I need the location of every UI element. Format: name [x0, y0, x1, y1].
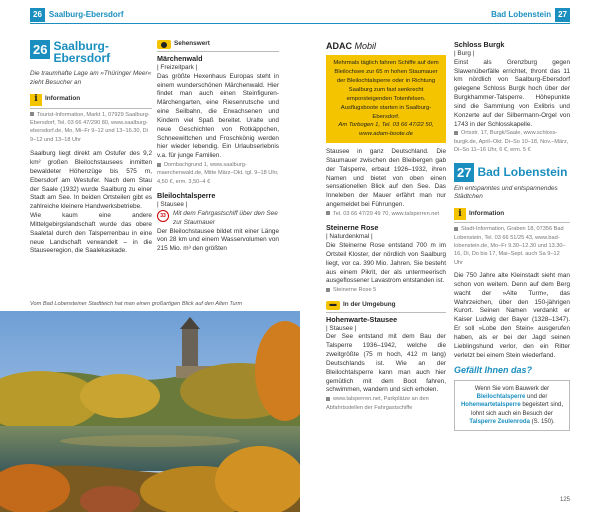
section-title	[454, 163, 570, 182]
info-icon: i	[30, 94, 42, 106]
bullet-icon	[326, 211, 330, 215]
recommend-text: (S. 150).	[529, 418, 555, 425]
poi-title: Hohenwarte-Stausee	[326, 314, 398, 324]
chapter-number: 27	[555, 8, 570, 22]
poi-text: Das größte Hexenhaus Europas steht in einem wunderschönen Märchenwald. Hier findet man auch einen Steinfiguren-Märchengarten, eine Riesenrutsche und eine Seilbahn, die Erwachsenen und Kindern viel Spaß bereitet. Uralte und neue Geschichten von Rotkäppchen, Schneewittchen und Froschkönig werden hier wieder lebendig. Ein Urlaubserlebnis v.a. für junge Familien.	[157, 72, 279, 160]
divider	[30, 108, 152, 109]
bullet-icon	[326, 288, 330, 292]
recommend-link[interactable]: Bleilochtalsperre	[476, 394, 526, 401]
photo-caption: Vom Bad Lobensteiner Stadtteich hat man einen großartigen Blick auf den Alten Turm	[30, 301, 243, 307]
umgebung-heading	[326, 301, 446, 310]
umgebung-label: In der Umgebung	[343, 300, 396, 308]
eye-icon	[157, 40, 171, 49]
section-subtitle: Die traumhafte Lage am »Thüringer Meer« zieht Besucher an	[30, 70, 152, 86]
poi-meta-content: Steinerne Rose 5	[333, 287, 377, 294]
info-text	[30, 111, 152, 145]
page-number: 125	[559, 496, 570, 503]
recommend-title: Gefällt Ihnen das?	[454, 365, 533, 376]
poi-text: Der Bleilochstausee bildet mit einer Länge von 28 km und einem Wasservolumen von 215 Mio. m³ den größten	[157, 227, 279, 253]
header-right	[491, 7, 570, 23]
poi-title: Steinerne Rose	[326, 223, 379, 233]
poi-type: | Burg |	[454, 49, 475, 57]
poi-title: Bleilochtalsperre	[157, 191, 216, 201]
recommend-link[interactable]: Hohenwartetalsperre	[460, 402, 521, 409]
chapter-title: Bad Lobenstein	[491, 10, 552, 20]
chapter-number: 26	[30, 8, 45, 22]
poi-meta	[326, 395, 446, 412]
poi-type: | Naturdenkmal |	[326, 233, 373, 241]
poi-meta-content: Ortsstr. 17, Burgk/Saale, www.schloss-burgk.de, April–Okt. Di–So 10–18, Nov.–März, Di–So 11–16 Uhr, 6 €, erm. 5 €	[454, 130, 569, 154]
header-rule-right	[300, 23, 570, 24]
divider	[157, 51, 279, 52]
poi-text: Der See entstand mit dem Bau der Talsperre 1936–1942, welche die zweitgrößte (75 m hoch, 412 m lang) Deutschlands ist. Wie an der Bleilochtalsperre kann man auch hier gemütlich mit dem Boot fahren, schwimmen, wandern und sich erholen.	[326, 333, 446, 394]
section-title-line: Ebersdorf	[53, 51, 111, 65]
ship-icon: 33	[157, 210, 169, 222]
section-number: 27	[454, 163, 474, 182]
column-lobenstein	[454, 40, 570, 431]
info-text-content: Tourist-Information, Markt 1, 07929 Saalburg-Ebersdorf, Tel. 03 66 47/290 80, www.saalburg-ebersdorf.de, Mo, Mi–Fr 9–12 und 13–16.30, Di 9–12 und 13–18 Uhr	[30, 111, 150, 143]
poi-text: Stausee in ganz Deutschland. Die Staumauer zwischen den Bleibergen gab der Talsperre, erbaut 1926–1932, ihren Namen und bietet von oben einen sensationellen Blick auf den See. Das Inneleben der Mauer erfährt man nur angemeldet bei Führungen.	[326, 148, 446, 209]
poi-meta	[326, 210, 446, 218]
poi-text: Einst als Grenzburg gegen Slawenüberfälle errichtet, thront das 11 km nördlich von Saalburg-Ebersdorf gelegene Schloss Burgk hoch über der Burgkhammer-Talsperre. Höhepunkte sind die Sammlung von Exlibris und Konzerte auf der Silbermann-Orgel von 1743 in der Schlosskapelle.	[454, 58, 570, 128]
body-text: Die 750 Jahre alte Kleinstadt sieht man schon von weitem. Denn auf dem Berg wacht der »Alte Turm«, das Wahrzeichen, über den 150-jährigen Kurort. Seinen Namen verdankt er Kaiser Ludwig der Bayer (1328–1347). Er soll »Lobe den Stein« ausgerufen haben, als er bei der Jagd seinen Lieblingshund verlor, den ein Ritter verletzt bei einem Stein wiederfand.	[454, 272, 570, 359]
info-heading	[30, 94, 152, 106]
adac-title: ADAC	[326, 41, 352, 51]
divider	[326, 312, 446, 313]
poi-type: | Stausee |	[157, 201, 188, 209]
bullet-icon	[454, 131, 458, 135]
bullet-icon	[30, 112, 34, 116]
info-text	[454, 225, 570, 267]
section-subtitle: Ein entspanntes und entspannendes Städtchen	[454, 184, 558, 201]
bus-icon: ▬	[326, 301, 340, 310]
poi-meta	[326, 286, 446, 294]
recommend-text: begeistert sind, lohnt sich auch ein Besuch der	[471, 402, 564, 417]
column-saalburg	[30, 40, 152, 256]
adac-mobil-title	[326, 40, 446, 52]
header-rule-left	[30, 23, 300, 24]
recommend-text: und der	[525, 394, 548, 401]
poi-meta	[454, 129, 570, 154]
section-title-line: Saalburg-	[53, 39, 109, 53]
section-number: 26	[30, 40, 50, 59]
sehenswert-label: Sehenswert	[174, 40, 210, 48]
poi-title: Märchenwald	[157, 54, 203, 63]
divider	[454, 222, 570, 223]
section-title-text: Bad Lobenstein	[477, 165, 568, 180]
ship-tip-text: Mit dem Fahrgastschiff über den See zur Staumauer	[173, 209, 278, 226]
poi-type: | Freizeitpark |	[157, 63, 198, 71]
adac-text: Mehrmals täglich fahren Schiffe auf dem Bleilochsee zur 65 m hohen Staumauer der Bleilochtalsperre oder in Richtung Saalburg zum fast senkrecht emporsteigenden Totenfelsen. Ausflugsboote starten in Saalburg-Ebersdorf.	[333, 60, 439, 120]
sehenswert-heading	[157, 40, 279, 49]
poi-meta-content: Tel. 03 66 47/29 49 70, www.talsperren.net	[333, 210, 440, 217]
bullet-icon	[157, 163, 161, 167]
info-heading	[454, 208, 570, 220]
column-sehenswert	[157, 40, 279, 254]
recommend-text: Wenn Sie vom Bauwerk der	[474, 385, 550, 392]
section-title	[30, 40, 152, 64]
poi-meta	[157, 161, 279, 186]
adac-mobil: Mobil	[354, 41, 377, 51]
info-icon: i	[454, 208, 466, 220]
poi-meta-content: Dombachgrund 1, www.saalburg-maerchenwald.de, Mitte März–Okt. tgl. 9–18 Uhr, 4,50 €, erm. 3,50–4 €	[157, 162, 279, 185]
poi-text: Die Steinerne Rose entstand 700 m im Ortsteil Kloster, der nördlich von Saalburg liegt, vor ca. 390 Mio. Jahren. Sie besteht aus einem Pikrit, der als untermeerisch ausgeflossener Lavastrom entstanden ist.	[326, 242, 446, 285]
poi-type: | Stausee |	[326, 324, 357, 332]
poi-title: Schloss Burgk	[454, 40, 505, 49]
info-label: Information	[45, 95, 81, 103]
bullet-icon	[326, 397, 330, 401]
landscape-image	[0, 311, 300, 512]
body-text: Saalburg liegt direkt am Ostufer des 9,2 km² großen Bleilochstausees inmitten bewaldeter Höhenzüge bis 575 m, Ebersdorf am Westufer. Nach dem Stau der Saale (1932) wurde Saalburg zu einer Stadt am See. In beiden Ortsteilen gibt es zahlreiche kleinere Handwerksbetriebe. Wie kaum eine andere Mittelgebirgslandschaft wurde das obere Saaletal durch den Talsperrenbau in eine neue Landschaft verwandelt – in die Stauseeregion, die Saalekaskade.	[30, 150, 152, 255]
photo-lake-tower	[0, 311, 300, 512]
ship-tip	[157, 210, 279, 228]
bullet-icon	[454, 227, 458, 231]
recommend-link[interactable]: Talsperre Zeulenroda	[469, 418, 530, 425]
info-label: Information	[469, 209, 505, 217]
adac-box	[326, 55, 446, 143]
recommend-box	[454, 380, 570, 431]
chapter-title: Saalburg-Ebersdorf	[48, 10, 124, 20]
header-left	[30, 7, 124, 23]
poi-meta-content: www.talsperren.net, Parkplätze an den Abfahrtsstellen der Fahrgastschiffe	[326, 396, 429, 411]
column-adac	[326, 40, 446, 412]
adac-contact: Am Torbogen 1, Tel. 03 66 47/22 50, www.adam-boote.de	[338, 122, 434, 138]
info-text-content: Stadt-Information, Graben 18, 07356 Bad Lobenstein, Tel. 03 66 51/25 43, www.bad-lobenstein.de, Mo–Fr 9.30–12.30 und 13.30–16, Di, Do bis 17, Mai–Sept. auch Sa 9–12 Uhr	[454, 226, 566, 266]
